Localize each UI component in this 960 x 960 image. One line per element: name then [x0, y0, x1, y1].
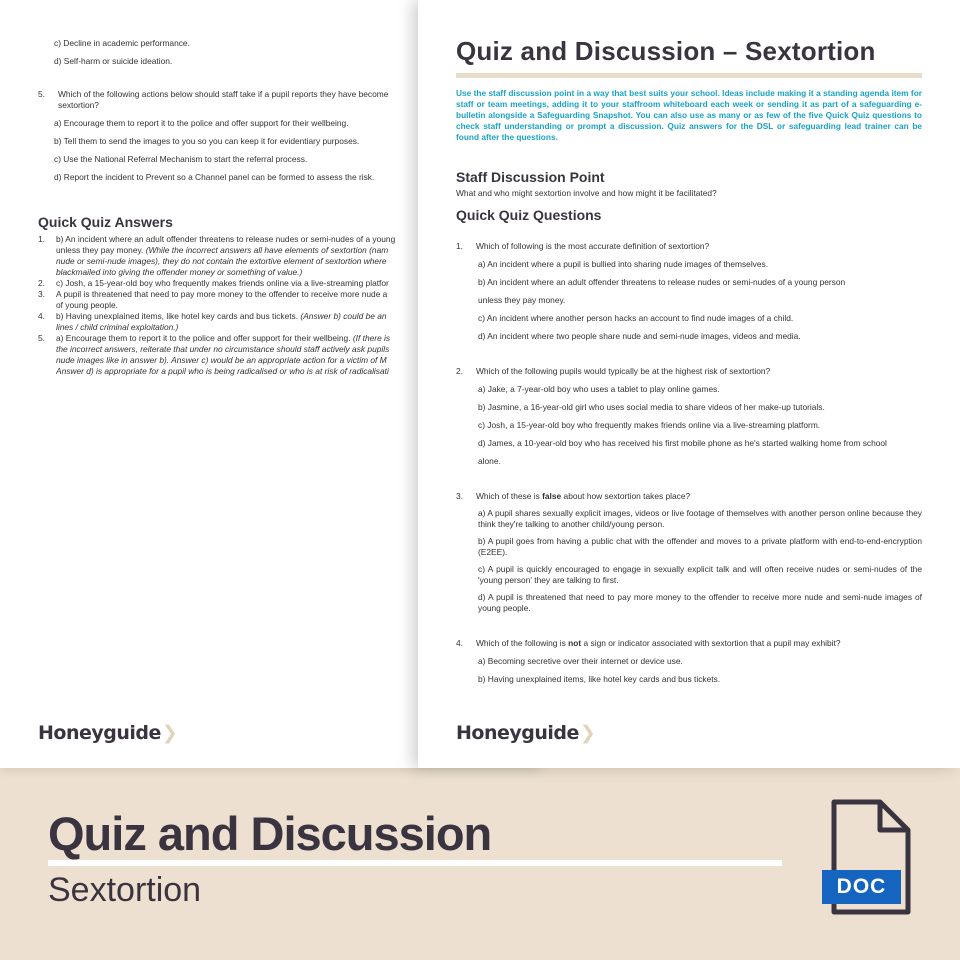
banner-divider — [48, 860, 782, 866]
answers-heading: Quick Quiz Answers — [38, 214, 173, 230]
question-4: 4. Which of the following is not a sign or indicator associated with sextortion that a pupil may exhibit? a) Becoming secretive over their internet or device use. b) Having unexplained items, like hotel key cards and bus tickets. — [456, 638, 841, 684]
q5-option-d: d) Report the incident to Prevent so a Channel panel can be formed to assess the risk. — [54, 172, 375, 182]
document-title: Quiz and Discussion – Sextortion — [456, 36, 876, 66]
question-3: 3. Which of these is false about how sextortion takes place? a) A pupil shares sexually explicit images, videos or live footage of themselves with another person online because they think they're talking to another child/young person. b) A pupil goes from having a public chat with the offender and moves to a private platform with end-to-end-encryption (E2EE). c) A pupil is quickly encouraged to engage in sexually explicit talk and will often receive nudes or semi-nudes of the 'young person' they are talking to first. d) A pupil is threatened that need to pay more money to the offender to receive more nude and semi-nude images of young people. — [456, 491, 922, 613]
banner-subtitle: Sextortion — [48, 871, 202, 909]
q5-option-c: c) Use the National Referral Mechanism to start the referral process. — [54, 154, 308, 164]
doc-file-type-badge: DOC — [822, 870, 901, 904]
honeyguide-logo-left: Honeyguide❯ — [38, 722, 178, 744]
q5-text-line2: sextortion? — [58, 100, 99, 110]
logo-chevron-icon: ❯ — [579, 722, 596, 744]
logo-chevron-icon: ❯ — [161, 722, 178, 744]
q5-option-a: a) Encourage them to report it to the police and offer support for their wellbeing. — [54, 118, 349, 128]
answer-5: 5. a) Encourage them to report it to the police and offer support for their wellbeing. (If there is the incorrect answers, reiterate that under no circumstance should staff actively ask pupils nude images like in answer b). Answer c) would be an appropriate action for a victim of M Answer d) is appropriate for a pupil who is being radicalised or who is at risk of radicalisati — [38, 333, 391, 376]
answer-1: 1. b) An incident where an adult offender threatens to release nudes or semi-nudes of a young unless they pay money. (While the incorrect answers all have elements of sextortion (nam nude or semi-nude images), they do not contain the extortive element of sextortion where blackmailed into giving the offender money or something of value.) — [38, 234, 396, 277]
questions-heading: Quick Quiz Questions — [456, 207, 602, 223]
document-page-right — [418, 0, 960, 768]
banner-title: Quiz and Discussion — [48, 807, 492, 860]
answer-3: 3. A pupil is threatened that need to pay more money to the offender to receive more nude a of young people. — [38, 289, 388, 310]
honeyguide-logo-right: Honeyguide❯ — [456, 722, 596, 744]
answer-2: 2. c) Josh, a 15-year-old boy who frequently makes friends online via a live-streaming platfor — [38, 278, 389, 288]
title-divider — [456, 73, 922, 78]
discussion-heading: Staff Discussion Point — [456, 169, 605, 185]
intro-paragraph: Use the staff discussion point in a way that best suits your school. Ideas include making it a standing agenda item for staff or team meetings, adding it to your staffroom whiteboard each week or sending it as part of a safeguarding e-bulletin alongside a Safeguarding Snapshot. You can also use as many or as few of the five Quick Quiz questions to check staff understanding or prompt a discussion. Quiz answers for the DSL or safeguarding lead trainer can be found after the questions. — [456, 88, 922, 142]
question-1: 1. Which of following is the most accurate definition of sextortion? a) An incident where a pupil is bullied into sharing nude images of themselves. b) An incident where an adult offender threatens to release nudes or semi-nudes of a young person unless they pay money. c) An incident where another person hacks an account to find nude images of a child. d) An incident where two people share nude and semi-nude images, videos and media. — [456, 241, 846, 341]
answer-4: 4. b) Having unexplained items, like hotel key cards and bus tickets. (Answer b) could be an lines / child criminal exploitation.) — [38, 311, 387, 332]
question-2: 2. Which of the following pupils would typically be at the highest risk of sextortion? a) Jake, a 7-year-old boy who uses a tablet to play online games. b) Jasmine, a 16-year-old girl who uses social media to share videos of her make-up tutorials. c) Josh, a 15-year-old boy who frequently makes friends online via a live-streaming platform. d) James, a 10-year-old boy who has received his first mobile phone as he's started walking home from school alone. — [456, 366, 887, 466]
q5-number: 5. — [38, 89, 45, 99]
discussion-text: What and who might sextortion involve and how might it be facilitated? — [456, 188, 717, 198]
right-page-content — [456, 36, 922, 685]
q5-option-b: b) Tell them to send the images to you so you can keep it for evidentiary purposes. — [54, 136, 360, 146]
q5-text-line1: Which of the following actions below should staff take if a pupil reports they have become — [58, 89, 389, 99]
q4-option-d: d) Self-harm or suicide ideation. — [54, 56, 173, 66]
q4-option-c: c) Decline in academic performance. — [54, 38, 190, 48]
